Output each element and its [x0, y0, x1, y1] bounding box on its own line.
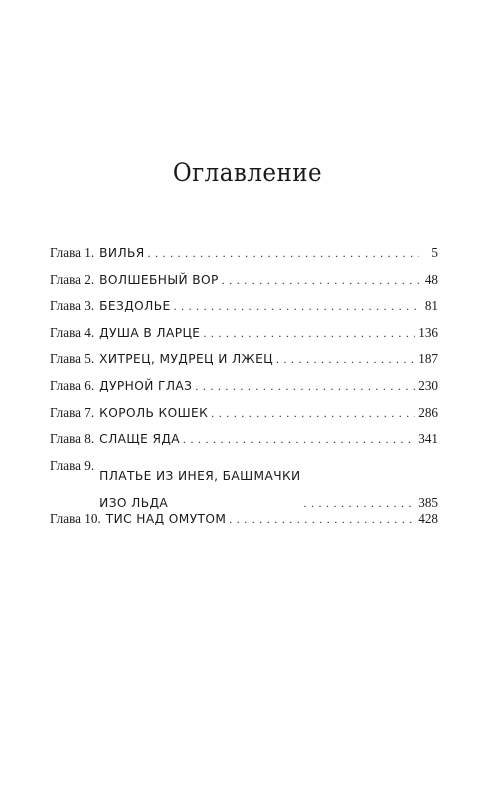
chapter-title: ДУРНОЙ ГЛАЗ — [99, 378, 193, 393]
page-number: 230 — [418, 377, 438, 393]
chapter-title-line-2: ИЗО ЛЬДА — [99, 495, 169, 510]
dot-leader — [183, 431, 415, 447]
page-number: 48 — [424, 271, 438, 287]
chapter-title: КОРОЛЬ КОШЕК — [99, 405, 209, 420]
dot-leader — [276, 351, 415, 367]
chapter-number: Глава 6. — [50, 377, 95, 393]
page-number: 5 — [431, 245, 438, 260]
dot-leader — [229, 511, 415, 527]
toc-entry[interactable] — [50, 325, 438, 352]
toc-entry[interactable] — [50, 245, 438, 272]
dot-leader — [304, 495, 416, 511]
page-number: 341 — [418, 431, 438, 447]
page-number: 81 — [424, 298, 438, 314]
page-title: Оглавление — [172, 158, 323, 187]
page-number: 428 — [418, 510, 438, 526]
dot-leader — [203, 325, 415, 341]
chapter-number: Глава 1. — [50, 245, 95, 260]
toc-entry[interactable] — [50, 351, 438, 378]
chapter-number: Глава 3. — [50, 298, 95, 314]
dot-leader — [195, 378, 415, 394]
toc-entry[interactable] — [50, 511, 438, 538]
page-number: 187 — [418, 351, 438, 367]
chapter-title: ВОЛШЕБНЫЙ ВОР — [99, 272, 219, 287]
toc-entry[interactable] — [50, 458, 438, 511]
dot-leader — [174, 298, 419, 314]
page-number: 286 — [418, 404, 438, 420]
dot-leader — [148, 245, 419, 261]
chapter-number: Глава 4. — [50, 324, 95, 340]
page-number: 385 — [418, 494, 438, 510]
chapter-number: Глава 8. — [50, 431, 95, 447]
toc-entry[interactable] — [50, 272, 438, 299]
toc-entry[interactable] — [50, 431, 438, 458]
chapter-title: ТИС НАД ОМУТОМ — [105, 511, 227, 526]
chapter-number: Глава 10. — [50, 510, 101, 526]
toc-entry[interactable] — [50, 405, 438, 432]
chapter-title — [99, 468, 300, 511]
chapter-number: Глава 5. — [50, 351, 95, 367]
dot-leader — [222, 272, 419, 288]
toc-entry[interactable] — [50, 378, 438, 405]
chapter-title: БЕЗДОЛЬЕ — [99, 299, 171, 314]
chapter-title: ВИЛЬЯ — [99, 246, 145, 260]
dot-leader — [211, 405, 415, 421]
toc-entry[interactable] — [50, 298, 438, 325]
table-of-contents — [50, 245, 438, 537]
page-number: 136 — [418, 324, 438, 340]
chapter-title: ХИТРЕЦ, МУДРЕЦ И ЛЖЕЦ — [99, 352, 274, 367]
chapter-number: Глава 2. — [50, 271, 95, 287]
chapter-number: Глава 9. — [50, 457, 95, 473]
chapter-title: СЛАЩЕ ЯДА — [99, 432, 181, 447]
chapter-number: Глава 7. — [50, 404, 95, 420]
chapter-title: ДУША В ЛАРЦЕ — [99, 325, 201, 340]
chapter-title-line-1: ПЛАТЬЕ ИЗ ИНЕЯ, БАШМАЧКИ — [99, 469, 301, 484]
